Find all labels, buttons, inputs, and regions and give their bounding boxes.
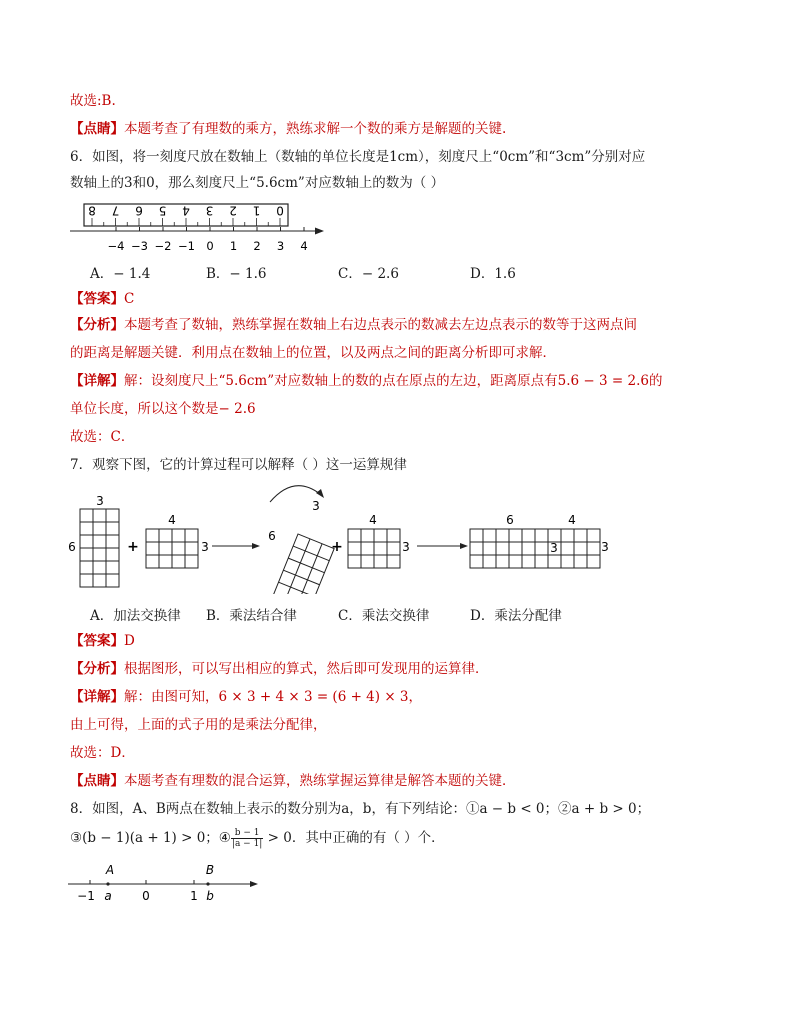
q7-stem-line1: 7．观察下图，它的计算过程可以解释（ ）这一运算规律 <box>70 457 407 473</box>
q7-choice-b[interactable]: B．乘法结合律 <box>206 608 297 624</box>
q8-stem-line2: ③(b − 1)(a + 1) > 0；④ $\frac{b - 1}{|a - 1|}$ > 0．其中正确的有（ ）个． <box>70 828 445 849</box>
grid-3x6 <box>80 509 119 587</box>
grid-line <box>288 558 324 573</box>
axis-label: −2 <box>154 239 172 253</box>
q8-stem-line1: 8．如图，A、B两点在数轴上表示的数分别为a，b，有下列结论：①a − b < 0；②a + b > 0； <box>70 801 651 817</box>
axis-label: 0 <box>206 239 214 253</box>
ruler-label: 8 <box>88 203 96 218</box>
q6-stem-line2: 数轴上的3和0，那么刻度尺上“5.6cm”对应数轴上的数为（ ） <box>70 175 445 191</box>
q7-choice-a[interactable]: A．加法交换律 <box>90 608 181 624</box>
q6-answer: 【答案】C <box>70 291 135 307</box>
g3-top-label: 3 <box>312 499 320 513</box>
axis-label: −1 <box>178 239 195 253</box>
axis-ticks <box>116 227 304 231</box>
label-A: A <box>105 863 115 877</box>
prev-choose-line: 故选:B. <box>70 93 116 109</box>
plus-2: + <box>331 539 343 555</box>
comment-tag: 【点睛】 <box>70 121 124 137</box>
q6-ruler-figure <box>70 198 330 260</box>
ruler-label: 4 <box>182 203 190 218</box>
axis-label: 2 <box>253 239 261 253</box>
ruler-ticks <box>92 218 280 226</box>
q7-analysis-1: 【分析】根据图形，可以写出相应的算式，然后即可发现用的运算律． <box>70 661 489 677</box>
q6-choice-d[interactable]: D．1.6 <box>470 266 516 282</box>
g3-left-label: 6 <box>268 529 276 543</box>
grid-4x3 <box>146 529 198 568</box>
g4-top-label: 4 <box>369 513 377 527</box>
g5-right-label: 3 <box>601 540 609 554</box>
q8-fraction: $\frac{b - 1}{|a - 1|}$ <box>231 828 263 849</box>
prev-comment <box>70 120 506 138</box>
label-1: 1 <box>190 889 198 903</box>
q7-comment: 【点睛】本题考查有理数的混合运算，熟练掌握运算律是解答本题的关键． <box>70 773 516 789</box>
g5-mid-label: 3 <box>550 541 558 555</box>
grid-3x6-rotated <box>269 534 334 594</box>
q8-number-line <box>62 858 272 908</box>
label-m1: −1 <box>77 889 95 903</box>
q7-detail-1: 【详解】解：由图可知，6 × 3 + 4 × 3 = (6 + 4) × 3， <box>70 689 423 705</box>
grid-line <box>279 582 315 594</box>
q6-stem-line1: 6．如图，将一刻度尺放在数轴上（数轴的单位长度是1cm），刻度尺上“0cm”和“3cm”分别对应 <box>70 149 646 165</box>
ruler-labels <box>88 204 284 218</box>
grid-border <box>269 534 334 594</box>
q6-detail-1: 【详解】解：设刻度尺上“5.6cm”对应数轴上的数的点在原点的左边，距离原点有5.6 − 3 = 2.6的 <box>70 373 663 389</box>
axis-label: −3 <box>131 239 148 253</box>
q7-grid-figure <box>62 476 622 594</box>
q6-choice-c[interactable]: C．− 2.6 <box>338 266 399 282</box>
axis-label: 4 <box>300 239 308 253</box>
grid-4x3-second <box>348 529 400 568</box>
label-0: 0 <box>142 889 150 903</box>
q7-choice-c[interactable]: C．乘法交换律 <box>338 608 430 624</box>
g5-top-label-4: 4 <box>568 513 576 527</box>
g1-top-label: 3 <box>96 494 104 508</box>
ruler-label: 5 <box>158 203 167 218</box>
q7-detail-2: 由上可得，上面的式子用的是乘法分配律， <box>70 717 327 733</box>
point-b <box>206 882 209 885</box>
ruler-label: 0 <box>276 203 284 218</box>
label-b: b <box>206 889 214 903</box>
ruler-label: 2 <box>229 203 237 218</box>
axis-label: 1 <box>229 239 238 253</box>
q6-choice-a[interactable]: A．− 1.4 <box>90 266 151 282</box>
q6-analysis-1: 【分析】本题考查了数轴，熟练掌握在数轴上右边点表示的数减去左边点表示的数等于这两点间 <box>70 317 637 333</box>
axis-label: 3 <box>276 239 285 253</box>
g2-right-label: 3 <box>201 540 209 554</box>
ruler-label: 3 <box>205 203 214 218</box>
comment-text: 本题考查了有理数的乘方，熟练求解一个数的乘方是解题的关键. <box>124 121 507 137</box>
g5-top-label-6: 6 <box>506 513 514 527</box>
point-a <box>106 882 109 885</box>
label-a: a <box>104 889 112 903</box>
ruler-label: 7 <box>111 203 120 218</box>
axis-labels <box>108 239 308 253</box>
g2-top-label: 4 <box>168 513 176 527</box>
ruler-label: 1 <box>252 203 261 218</box>
grid-10x3 <box>470 529 600 568</box>
q7-choice-d[interactable]: D．乘法分配律 <box>470 608 562 624</box>
grid-line <box>293 546 329 561</box>
ruler-label: 6 <box>135 203 143 218</box>
grid-line <box>293 544 322 594</box>
q7-choose-line: 故选：D． <box>70 745 135 761</box>
grid-line <box>283 570 319 585</box>
g4-right-label: 3 <box>402 540 410 554</box>
q6-choose-line: 故选：C． <box>70 429 135 445</box>
label-B: B <box>205 863 215 877</box>
q7-answer: 【答案】D <box>70 633 135 649</box>
q6-analysis-2: 的距离是解题关键．利用点在数轴上的位置，以及两点之间的距离分析即可求解． <box>70 345 556 361</box>
q6-detail-2: 单位长度，所以这个数是− 2.6 <box>70 401 256 417</box>
g1-left-label: 6 <box>68 540 76 554</box>
q6-choice-b[interactable]: B．− 1.6 <box>206 266 267 282</box>
axis-label: −4 <box>107 239 125 253</box>
plus-1: + <box>127 539 139 555</box>
axis-arrow <box>315 228 324 235</box>
